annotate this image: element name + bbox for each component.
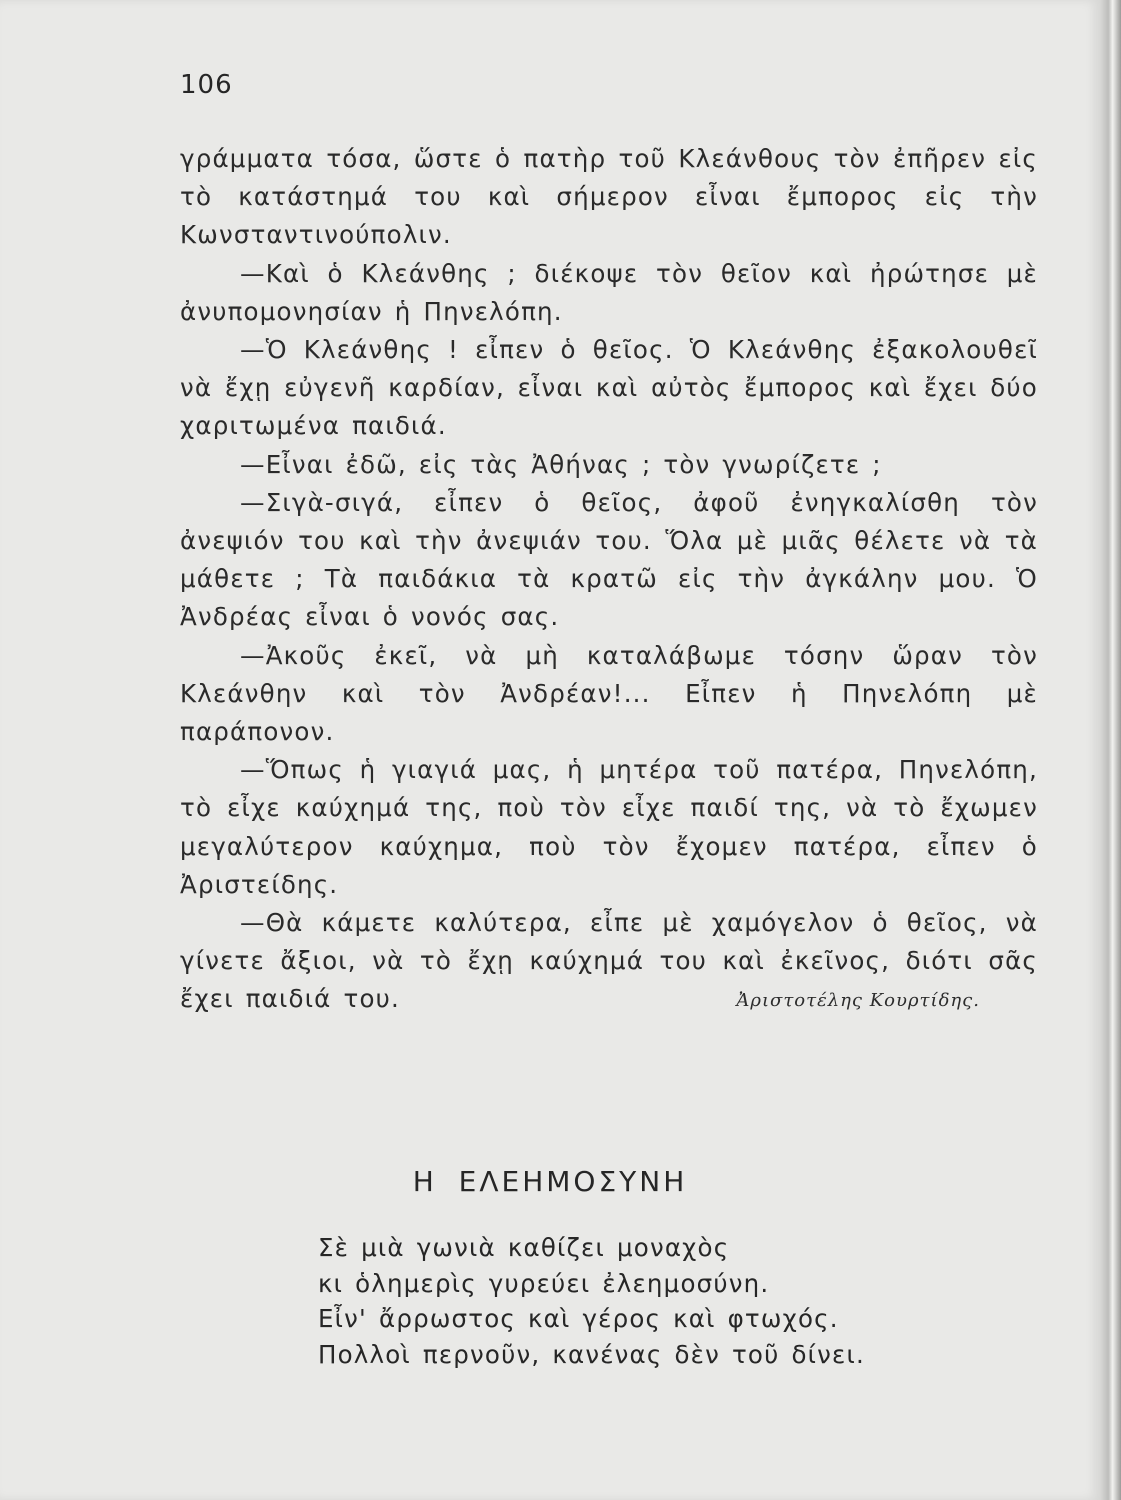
paragraph: —Ἀκοῦς ἐκεῖ, νὰ μὴ καταλάβωμε τόσην ὥραν τὸν Κλεάνθην καὶ τὸν Ἀνδρέαν!... Εἶπεν ἡ Πηνελόπη μὲ παράπονον. (180, 640, 1038, 747)
paragraph: γράμματα τόσα, ὥστε ὁ πατὴρ τοῦ Κλεάνθους τὸν ἐπῆρεν εἰς τὸ κατάστημά του καὶ σήμερον εἶναι ἔμπορος εἰς τὴν Κωνσταντινούπολιν. (180, 144, 1038, 250)
poem-title: Η ΕΛΕΗΜΟΣΥΝΗ (412, 1165, 688, 1198)
page-number: 106 (180, 70, 233, 100)
page-edge (1100, 0, 1121, 1500)
paragraph: —Ὅπως ἡ γιαγιά μας, ἡ μητέρα τοῦ πατέρα, Πηνελόπη, τὸ εἶχε καύχημά της, ποὺ τὸν εἶχε παιδί της, νὰ τὸ ἔχωμεν μεγαλύτερον καύχημα, ποὺ τὸν ἔχομεν πατέρα, εἶπεν ὁ Ἀριστείδης. (180, 755, 1038, 899)
author-signature: Ἀριστοτέλης Κουρτίδης. (736, 990, 980, 1011)
prose-block (180, 140, 1038, 1019)
paragraph: —Καὶ ὁ Κλεάνθης ; διέκοψε τὸν θεῖον καὶ ἠρώτησε μὲ ἀνυπομονησίαν ἡ Πηνελόπη. (180, 258, 1038, 326)
paragraph: —Σιγὰ-σιγά, εἶπεν ὁ θεῖος, ἀφοῦ ἐνηγκαλίσθη τὸν ἀνεψιόν του καὶ τὴν ἀνεψιάν του. Ὅλα μὲ μιᾶς θέλετε νὰ τὰ μάθετε ; Τὰ παιδάκια τὰ κρατῶ εἰς τὴν ἀγκάλην μου. Ὁ Ἀνδρέας εἶναι ὁ νονός σας. (180, 487, 1038, 632)
poem-line: Εἶν' ἄρρωστος καὶ γέρος καὶ φτωχός. (318, 1304, 839, 1333)
poem-stanza (318, 1230, 938, 1372)
paragraph: —Εἶναι ἐδῶ, εἰς τὰς Ἀθήνας ; τὸν γνωρίζετε ; (240, 449, 882, 479)
poem-line: κι ὁλημερὶς γυρεύει ἐλεημοσύνη. (318, 1268, 770, 1298)
paragraph: —Ὁ Κλεάνθης ! εἶπεν ὁ θεῖος. Ὁ Κλεάνθης ἐξακολουθεῖ νὰ ἔχῃ εὐγενῆ καρδίαν, εἶναι καὶ αὐτὸς ἔμπορος καὶ ἔχει δύο χαριτωμένα παιδιά. (180, 335, 1038, 441)
poem-line: Πολλοὶ περνοῦν, κανένας δὲν τοῦ δίνει. (318, 1339, 865, 1369)
paragraph: —Θὰ κάμετε καλύτερα, εἶπε μὲ χαμόγελον ὁ θεῖος, νὰ γίνετε ἄξιοι, νὰ τὸ ἔχῃ καύχημά του καὶ ἐκεῖνος, διότι σᾶς ἔχει παιδιά του. (180, 908, 1038, 1014)
poem-line: Σὲ μιὰ γωνιὰ καθίζει μοναχὸς (318, 1233, 730, 1262)
